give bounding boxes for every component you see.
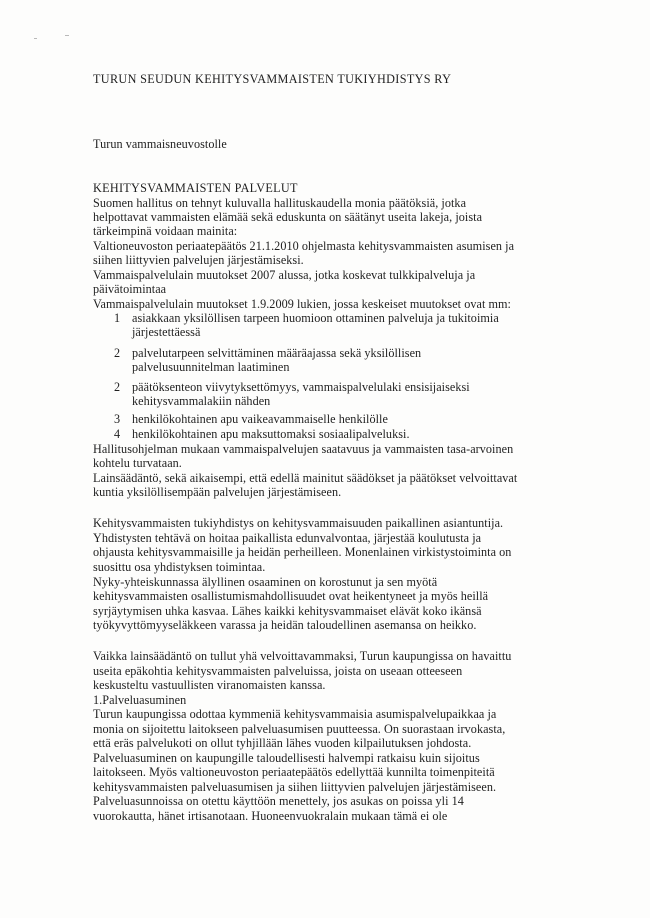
intro-line: Suomen hallitus on tehnyt kuluvalla hallituskaudella monia päätöksiä, jotka: [93, 196, 467, 210]
paragraph-line: Vaikka lainsäädäntö on tullut yhä velvoittavammaksi, Turun kaupungissa on havaittu: [93, 649, 512, 663]
scan-speck: [65, 35, 69, 36]
paragraph-line: kehitysvammaisten osallistumismahdollisuudet ovat heikentyneet ja myös heillä: [93, 589, 489, 603]
closing-line: kohtelu turvataan.: [93, 456, 182, 470]
list-item-text: palvelutarpeen selvittäminen määräajassa sekä yksilöllisen: [132, 346, 422, 360]
body-line: Turun kaupungissa odottaa kymmeniä kehitysvammaisia asumispalvelupaikkaa ja: [93, 707, 497, 721]
recipient: Turun vammaisneuvostolle: [93, 137, 227, 151]
body-line: monia on sijoitettu laitokseen palveluasumisen puutteessa. On suorastaan irvokasta,: [93, 722, 506, 736]
body-line: Palveluasuminen on kaupungille taloudellisesti halvempi ratkaisu kuin sijoitus: [93, 751, 480, 765]
paragraph-line: Nyky-yhteiskunnassa älyllinen osaaminen on korostunut ja sen myötä: [93, 575, 438, 589]
intro-line: helpottavat vammaisten elämää sekä eduskunta on säätänyt useita lakeja, joista: [93, 210, 483, 224]
decision-line: siihen liittyvien palvelujen järjestämiseksi.: [93, 253, 304, 267]
list-number: 2: [114, 346, 121, 360]
intro-line: tärkeimpinä voidaan mainita:: [93, 224, 238, 238]
closing-line: Lainsäädäntö, sekä aikaisempi, että edellä mainitut säädökset ja päätökset velvoittavat: [93, 471, 518, 485]
list-item-text: asiakkaan yksilöllisen tarpeen huomioon ottaminen palveluja ja tukitoimia: [132, 311, 499, 325]
paragraph-line: keskusteltu vastuullisten viranomaisten kanssa.: [93, 678, 326, 692]
list-item-text: päätöksenteon viivytyksettömyys, vammaispalvelulaki ensisijaiseksi: [132, 380, 470, 394]
paragraph-line: useita epäkohtia kehitysvammaisten palveluissa, joista on useaan otteeseen: [93, 664, 463, 678]
list-number: 1: [114, 311, 121, 325]
list-item-text: palvelusuunnitelman laatiminen: [132, 360, 290, 374]
decision-line: päivätoimintaa: [93, 282, 167, 296]
section-heading: KEHITYSVAMMAISTEN PALVELUT: [93, 181, 298, 195]
paragraph-line: syrjäytymisen uhka kasvaa. Lähes kaikki kehitysvammaiset elävät koko ikänsä: [93, 604, 482, 618]
list-item-text: henkilökohtainen apu vaikeavammaiselle henkilölle: [132, 412, 388, 426]
body-line: Palveluasunnoissa on otettu käyttöön menettely, jos asukas on poissa yli 14: [93, 794, 464, 808]
body-line: vuorokautta, hänet irtisanotaan. Huoneenvuokralain mukaan tämä ei ole: [93, 809, 448, 823]
list-number: 3: [114, 412, 121, 426]
decision-line: Vammaispalvelulain muutokset 1.9.2009 lukien, jossa keskeiset muutokset ovat mm:: [93, 297, 511, 311]
list-number: 2: [114, 380, 121, 394]
decision-line: Valtioneuvoston periaatepäätös 21.1.2010 ohjelmasta kehitysvammaisten asumisen ja: [93, 239, 515, 253]
body-line: että eräs palvelukoti on ollut tyhjillään lähes vuoden kilpailutuksen johdosta.: [93, 736, 472, 750]
organization-header: TURUN SEUDUN KEHITYSVAMMAISTEN TUKIYHDISTYS RY: [93, 72, 452, 86]
body-line: kehitysvammaisten palveluasumisen ja siihen liittyvien palvelujen järjestämiseen.: [93, 780, 497, 794]
subheading: 1.Palveluasuminen: [93, 693, 187, 707]
scan-speck: [34, 38, 37, 39]
paragraph-line: työkyvyttömyyseläkkeen varassa ja heidän taloudellinen asemansa on heikko.: [93, 618, 477, 632]
closing-line: Hallitusohjelman mukaan vammaispalvelujen saatavuus ja vammaisten tasa-arvoinen: [93, 442, 514, 456]
body-line: laitokseen. Myös valtioneuvoston periaatepäätös edellyttää kunnilta toimenpiteitä: [93, 765, 495, 779]
list-item-text: järjestettäessä: [132, 325, 201, 339]
list-item-text: kehitysvammalakiin nähden: [132, 394, 271, 408]
paragraph-line: Yhdistysten tehtävä on hoitaa paikallista edunvalvontaa, järjestää koulutusta ja: [93, 531, 482, 545]
paragraph-line: ohjausta kehitysvammaisille ja heidän perheilleen. Monenlainen virkistystoiminta on: [93, 545, 512, 559]
list-number: 4: [114, 427, 121, 441]
closing-line: kuntia yksilöllisempään palvelujen järjestämiseen.: [93, 485, 342, 499]
decision-line: Vammaispalvelulain muutokset 2007 alussa, jotka koskevat tulkkipalveluja ja: [93, 268, 476, 282]
list-item-text: henkilökohtainen apu maksuttomaksi sosiaalipalveluksi.: [132, 427, 410, 441]
paragraph-line: suosittu osa yhdistyksen toimintaa.: [93, 560, 266, 574]
paragraph-line: Kehitysvammaisten tukiyhdistys on kehitysvammaisuuden paikallinen asiantuntija.: [93, 516, 504, 530]
